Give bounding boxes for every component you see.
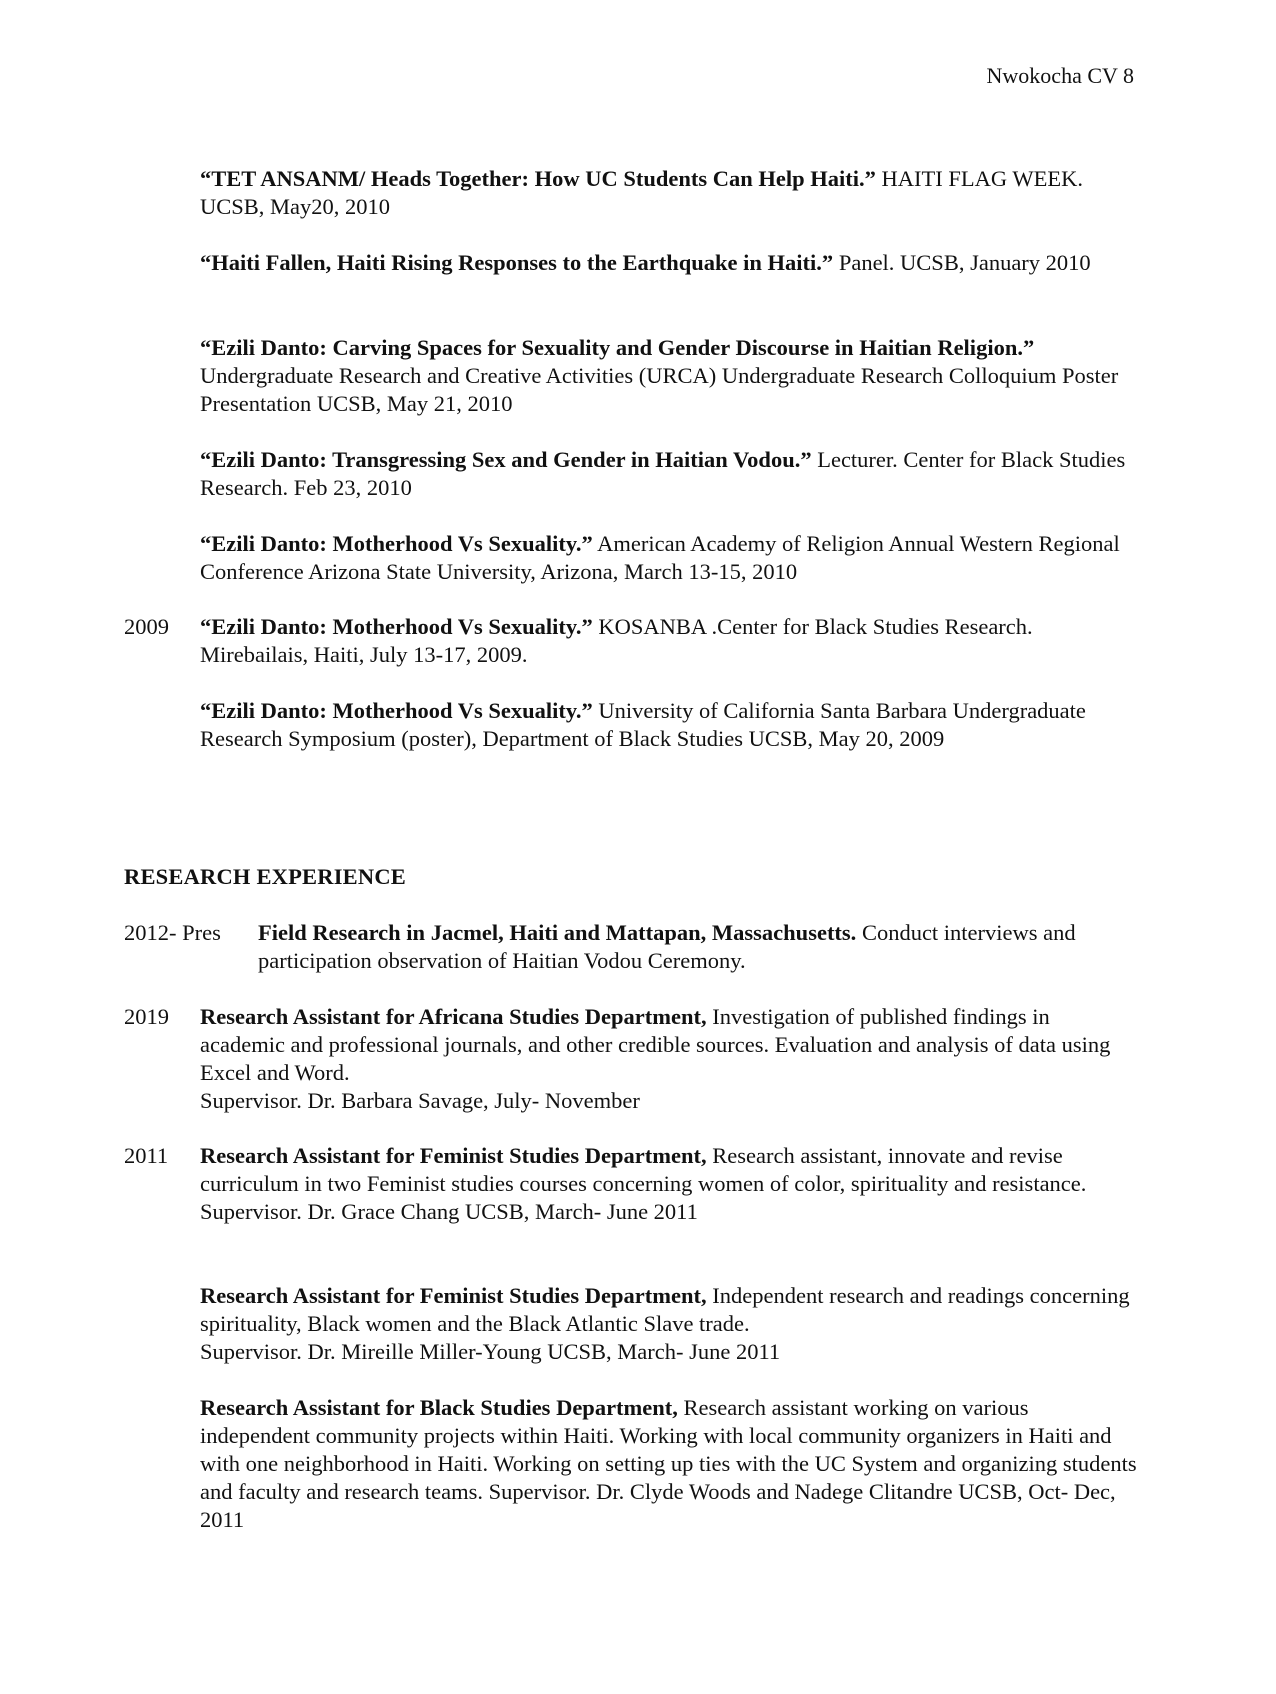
- research-entry: [200, 1282, 1140, 1366]
- presentation-title: “Haiti Fallen, Haiti Rising Responses to the Earthquake in Haiti.”: [200, 250, 834, 275]
- presentation-year: 2009: [124, 614, 169, 639]
- presentation-details: Lecturer. Center for Black Studies Research. Feb 23, 2010: [200, 447, 1126, 500]
- research-year: 2019: [124, 1004, 169, 1029]
- presentation-entry: [200, 249, 1140, 277]
- research-details: Research assistant, innovate and revise curriculum in two Feminist studies courses concerning women of color, spirituality and resistance.: [200, 1143, 1087, 1196]
- presentation-details: HAITI FLAG WEEK. UCSB, May20, 2010: [200, 166, 1083, 219]
- presentation-title: “Ezili Danto: Motherhood Vs Sexuality.”: [200, 614, 593, 639]
- research-entry: [258, 919, 1108, 975]
- research-title: Research Assistant for Africana Studies Department,: [200, 1004, 707, 1029]
- presentation-title: “Ezili Danto: Motherhood Vs Sexuality.”: [200, 531, 593, 556]
- presentation-title: “Ezili Danto: Transgressing Sex and Gender in Haitian Vodou.”: [200, 447, 812, 472]
- research-title: Research Assistant for Feminist Studies Department,: [200, 1283, 707, 1308]
- research-title: Research Assistant for Feminist Studies Department,: [200, 1143, 707, 1168]
- research-entry: [200, 1142, 1140, 1226]
- presentation-details: Undergraduate Research and Creative Activities (URCA) Undergraduate Research Colloquium Poster Presentation UCSB, May 21, 2010: [200, 363, 1119, 416]
- research-title: Research Assistant for Black Studies Department,: [200, 1395, 678, 1420]
- presentation-entry: [200, 334, 1140, 418]
- presentation-details: Panel. UCSB, January 2010: [833, 250, 1091, 275]
- research-supervisor: Supervisor. Dr. Barbara Savage, July- November: [200, 1088, 640, 1113]
- presentation-entry: [200, 613, 1140, 669]
- research-year: 2011: [124, 1143, 169, 1168]
- running-head: Nwokocha CV 8: [986, 63, 1134, 88]
- research-entry: [200, 1394, 1140, 1534]
- presentation-title: “Ezili Danto: Carving Spaces for Sexuality and Gender Discourse in Haitian Religion.”: [200, 335, 1035, 360]
- research-details: Research assistant working on various independent community projects within Haiti. Working with local community organizers in Haiti and with one neighborhood in Haiti. Working on setting up ties with the UC System and organizing students and faculty and research teams. Supervisor. Dr. Clyde Woods and Nadege Clitandre UCSB, Oct- Dec, 2011: [200, 1395, 1137, 1532]
- research-supervisor: Supervisor. Dr. Grace Chang UCSB, March- June 2011: [200, 1199, 698, 1224]
- presentation-entry: [200, 165, 1140, 221]
- research-details: Independent research and readings concerning spirituality, Black women and the Black Atlantic Slave trade.: [200, 1283, 1130, 1336]
- section-heading: RESEARCH EXPERIENCE: [124, 864, 406, 889]
- presentation-details: KOSANBA .Center for Black Studies Research. Mirebailais, Haiti, July 13-17, 2009.: [200, 614, 1033, 667]
- presentation-entry: [200, 446, 1140, 502]
- presentation-details: University of California Santa Barbara Undergraduate Research Symposium (poster), Department of Black Studies UCSB, May 20, 2009: [200, 698, 1086, 751]
- research-supervisor: Supervisor. Dr. Mireille Miller-Young UCSB, March- June 2011: [200, 1339, 781, 1364]
- research-year: 2012- Pres: [124, 920, 221, 945]
- presentation-details: American Academy of Religion Annual Western Regional Conference Arizona State University, Arizona, March 13-15, 2010: [200, 531, 1120, 584]
- presentation-entry: [200, 530, 1140, 586]
- research-details: Investigation of published findings in academic and professional journals, and other credible sources. Evaluation and analysis of data using Excel and Word.: [200, 1004, 1111, 1085]
- research-entry: [200, 1003, 1140, 1115]
- research-title: Field Research in Jacmel, Haiti and Mattapan, Massachusetts.: [258, 920, 857, 945]
- research-details: Conduct interviews and participation observation of Haitian Vodou Ceremony.: [258, 920, 1076, 973]
- presentation-title: “TET ANSANM/ Heads Together: How UC Students Can Help Haiti.”: [200, 166, 876, 191]
- presentation-entry: [200, 697, 1140, 753]
- presentation-title: “Ezili Danto: Motherhood Vs Sexuality.”: [200, 698, 593, 723]
